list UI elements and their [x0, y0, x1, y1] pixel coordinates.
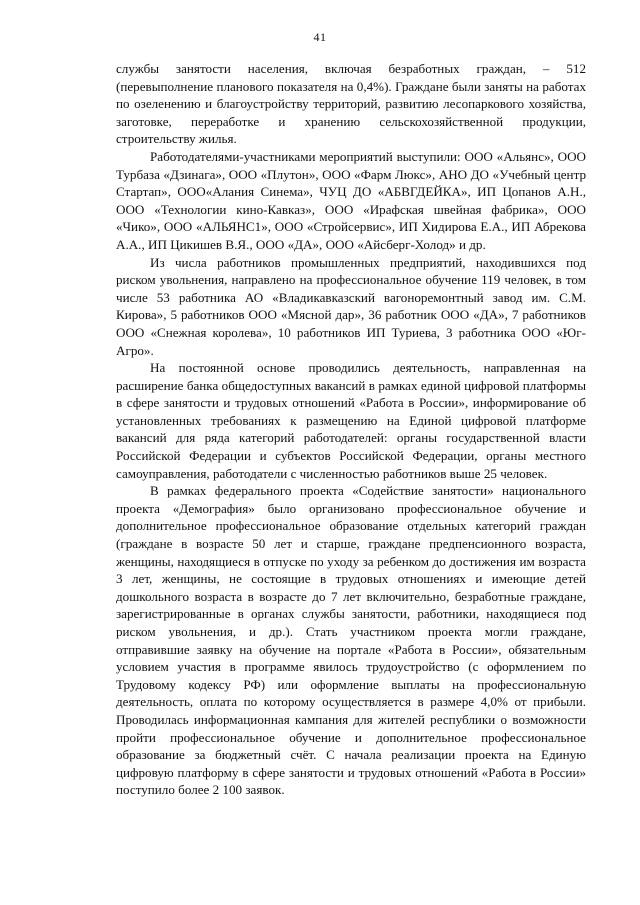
paragraph-3: Из числа работников промышленных предприятий, находившихся под риском увольнения, направлено на профессиональное обучение 119 человек, в том числе 53 работника АО «Владикавказский вагоноремонтный завод им. С.М. Кирова», 5 работников ООО «Мясной дар», 36 работник ООО «ДА», 7 работников ООО «Снежная королева», 10 работников ИП Туриева, 3 работника ООО «Юг-Агро». [116, 254, 586, 358]
paragraph-2: Работодателями-участниками мероприятий выступили: ООО «Альянс», ООО Турбаза «Дзинага», ООО «Плутон», ООО «Фарм Люкс», АНО ДО «Учебный центр Стартап», ООО«Алания Синема», ЧУЦ ДО «АБВГДЕЙКА», ИП Цопанов А.Н., ООО «Технологии кино-Кавказ», ООО «Ирафская швейная фабрика», ООО «Чико», ООО «АЛЬЯНС1», ООО «Стройсервис», ИП Хидирова Е.А., ИП Абрекова А.А., ИП Цикишев В.Я., ООО «ДА», ООО «Айсберг-Холод» и др. [116, 148, 586, 252]
page-number: 41 [313, 30, 327, 44]
body-text [116, 60, 586, 799]
paragraph-5: В рамках федерального проекта «Содействие занятости» национального проекта «Демография» было организовано профессиональное обучение и дополнительное профессиональное образование отдельных категорий граждан (граждане в возрасте 50 лет и старше, граждане предпенсионного возраста, женщины, находящиеся в отпуске по уходу за ребенком до достижения им возраста 3 лет, женщины, не состоящие в трудовых отношениях и имеющие детей дошкольного возраста в возрасте до 7 лет включительно, безработные граждане, зарегистрированные в органах службы занятости, работники, находящиеся под риском увольнения, и др.). Стать участником проекта могли граждане, отправившие заявку на обучение на портале «Работа в России», обязательным условием участия в программе явилось трудоустройство (с оформлением по Трудовому кодексу РФ) или оформление выплаты на профессиональную деятельность, оплата по которому осуществляется в размере 4,0% от прибыли. Проводилась информационная кампания для жителей республики о возможности пройти профессиональное обучение и дополнительное профессиональное образование за бюджетный счёт. С начала реализации проекта на Единую цифровую платформу в сфере занятости и трудовых отношений «Работа в России» поступило более 2 100 заявок. [116, 483, 586, 798]
paragraph-4: На постоянной основе проводились деятельность, направленная на расширение банка общедоступных вакансий в рамках единой цифровой платформы в сфере занятости и трудовых отношений «Работа в России», информирование об установленных требованиях к размещению на Единой цифровой платформе вакансий для ряда категорий работодателей: органы государственной власти Российской Федерации и субъектов Российской Федерации, органы местного самоуправления, работодатели с численностью работников выше 25 человек. [116, 360, 586, 481]
paragraph-1: службы занятости населения, включая безработных граждан, – 512 (перевыполнение планового показателя на 0,4%). Граждане были заняты на работах по озеленению и благоустройству территорий, развитию лесопаркового хозяйства, заготовке, переработке и хранению сельскохозяйственной продукции, строительству жилья. [116, 61, 586, 147]
